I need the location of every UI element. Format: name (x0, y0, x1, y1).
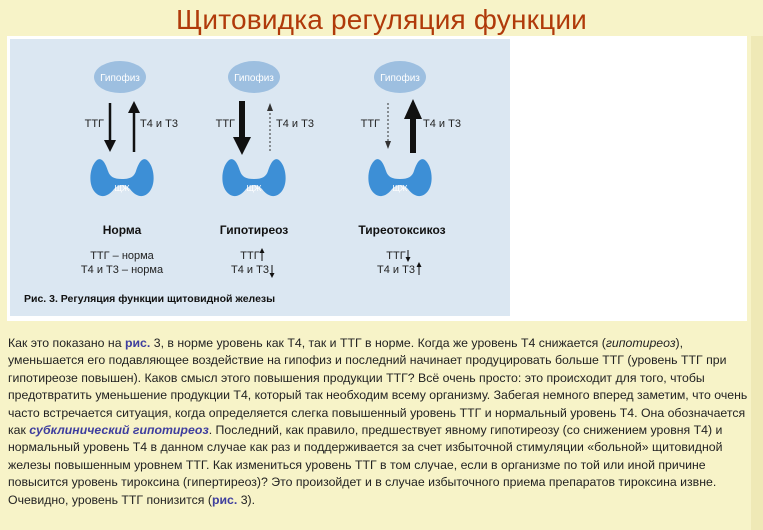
article-paragraph (8, 335, 756, 509)
figure (7, 36, 747, 321)
thyroid-label: ЩЖ (246, 184, 262, 193)
arrow-down-icon (270, 265, 275, 278)
pituitary-label: Гипофиз (380, 73, 420, 84)
tsh-status: ТТГ (240, 250, 260, 262)
figure-reference: рис. (124, 336, 151, 350)
regulation-diagram (10, 39, 510, 316)
condition-name: Норма (102, 223, 142, 237)
t4t3-status: Т4 и Т3 (377, 264, 415, 276)
arrow-up-icon (417, 262, 422, 275)
column-thyrotoxicosis (358, 61, 461, 276)
term-subclinical-hypothyroidism: субклинический гипотиреоз (29, 423, 209, 438)
text-segment: Как это показано на (8, 336, 125, 350)
tsh-arrow-head (233, 137, 251, 155)
t4t3-label: Т4 и Т3 (140, 118, 178, 130)
t4t3-status: Т4 и Т3 (231, 264, 269, 276)
tsh-label: ТТГ (360, 118, 380, 130)
thyroid-label: ЩЖ (114, 184, 130, 193)
term-hypothyroidism: гипотиреоз (605, 336, 676, 350)
column-normal (81, 61, 178, 276)
arrow-up-icon (260, 248, 265, 261)
hormone-arrow-head (267, 103, 273, 111)
t4t3-status: Т4 и Т3 – норма (80, 264, 164, 276)
tsh-arrow-head (104, 140, 116, 152)
text-segment: ), уменьшается его подавляющее воздействие на гипофиз и последний начинает продуцировать больше ТТГ (уровень ТТГ при гипотиреозе повышен). Каков смысл этого повышения продукции ТТГ? Всё очень просто: это происходит для того, чтобы предотвратить уменьшение продукции Т4, который так необходим всему организму. Забегая немного вперед заметим, что очень часто встречается ситуация, когда определяется слегка повышенный уровень ТТГ и нормальный уровень Т4. Она обозначается как (8, 336, 748, 438)
arrow-down-icon (406, 250, 411, 262)
pituitary-label: Гипофиз (100, 73, 140, 84)
t4t3-label: Т4 и Т3 (423, 118, 461, 130)
figure-reference: рис. (211, 492, 238, 507)
text-segment: 3, в норме уровень как Т4, так и ТТГ в норме. Когда же уровень Т4 снижается ( (150, 336, 606, 350)
text-segment: 3). (237, 492, 256, 507)
tsh-status: ТТГ – норма (90, 250, 154, 262)
figure-panel (10, 39, 510, 316)
thyroid-label: ЩЖ (392, 184, 408, 193)
hormone-arrow-head (128, 101, 140, 113)
figure-caption: Рис. 3. Регуляция функции щитовидной железы (24, 293, 276, 305)
tsh-arrow-head (385, 141, 391, 149)
tsh-label: ТТГ (84, 118, 104, 130)
t4t3-label: Т4 и Т3 (276, 118, 314, 130)
page-title: Щитовидка регуляция функции (175, 4, 588, 35)
tsh-label: ТТГ (215, 118, 235, 130)
column-hypothyroidism (216, 61, 314, 278)
hormone-arrow-head (404, 99, 422, 119)
condition-name: Гипотиреоз (219, 223, 289, 237)
text-segment: . Последний, как правило, предшествует явному гипотиреозу (со снижением уровня Т4) и нормальный уровень Т4 в данном случае как раз и поддерживается за счет избыточной стимуляции «больной» щитовидной железы повышенным уровнем ТТГ. Как измениться уровень ТТГ в том случае, если в организме по той или иной причине повысится уровень тироксина (гипертиреоз)? Это произойдет и в случае избыточного приема препаратов тироксина извне. Очевидно, уровень ТТГ понизится ( (8, 423, 723, 507)
tsh-status: ТТГ (386, 250, 406, 262)
condition-name: Тиреотоксикоз (358, 223, 446, 237)
pituitary-label: Гипофиз (234, 73, 274, 84)
